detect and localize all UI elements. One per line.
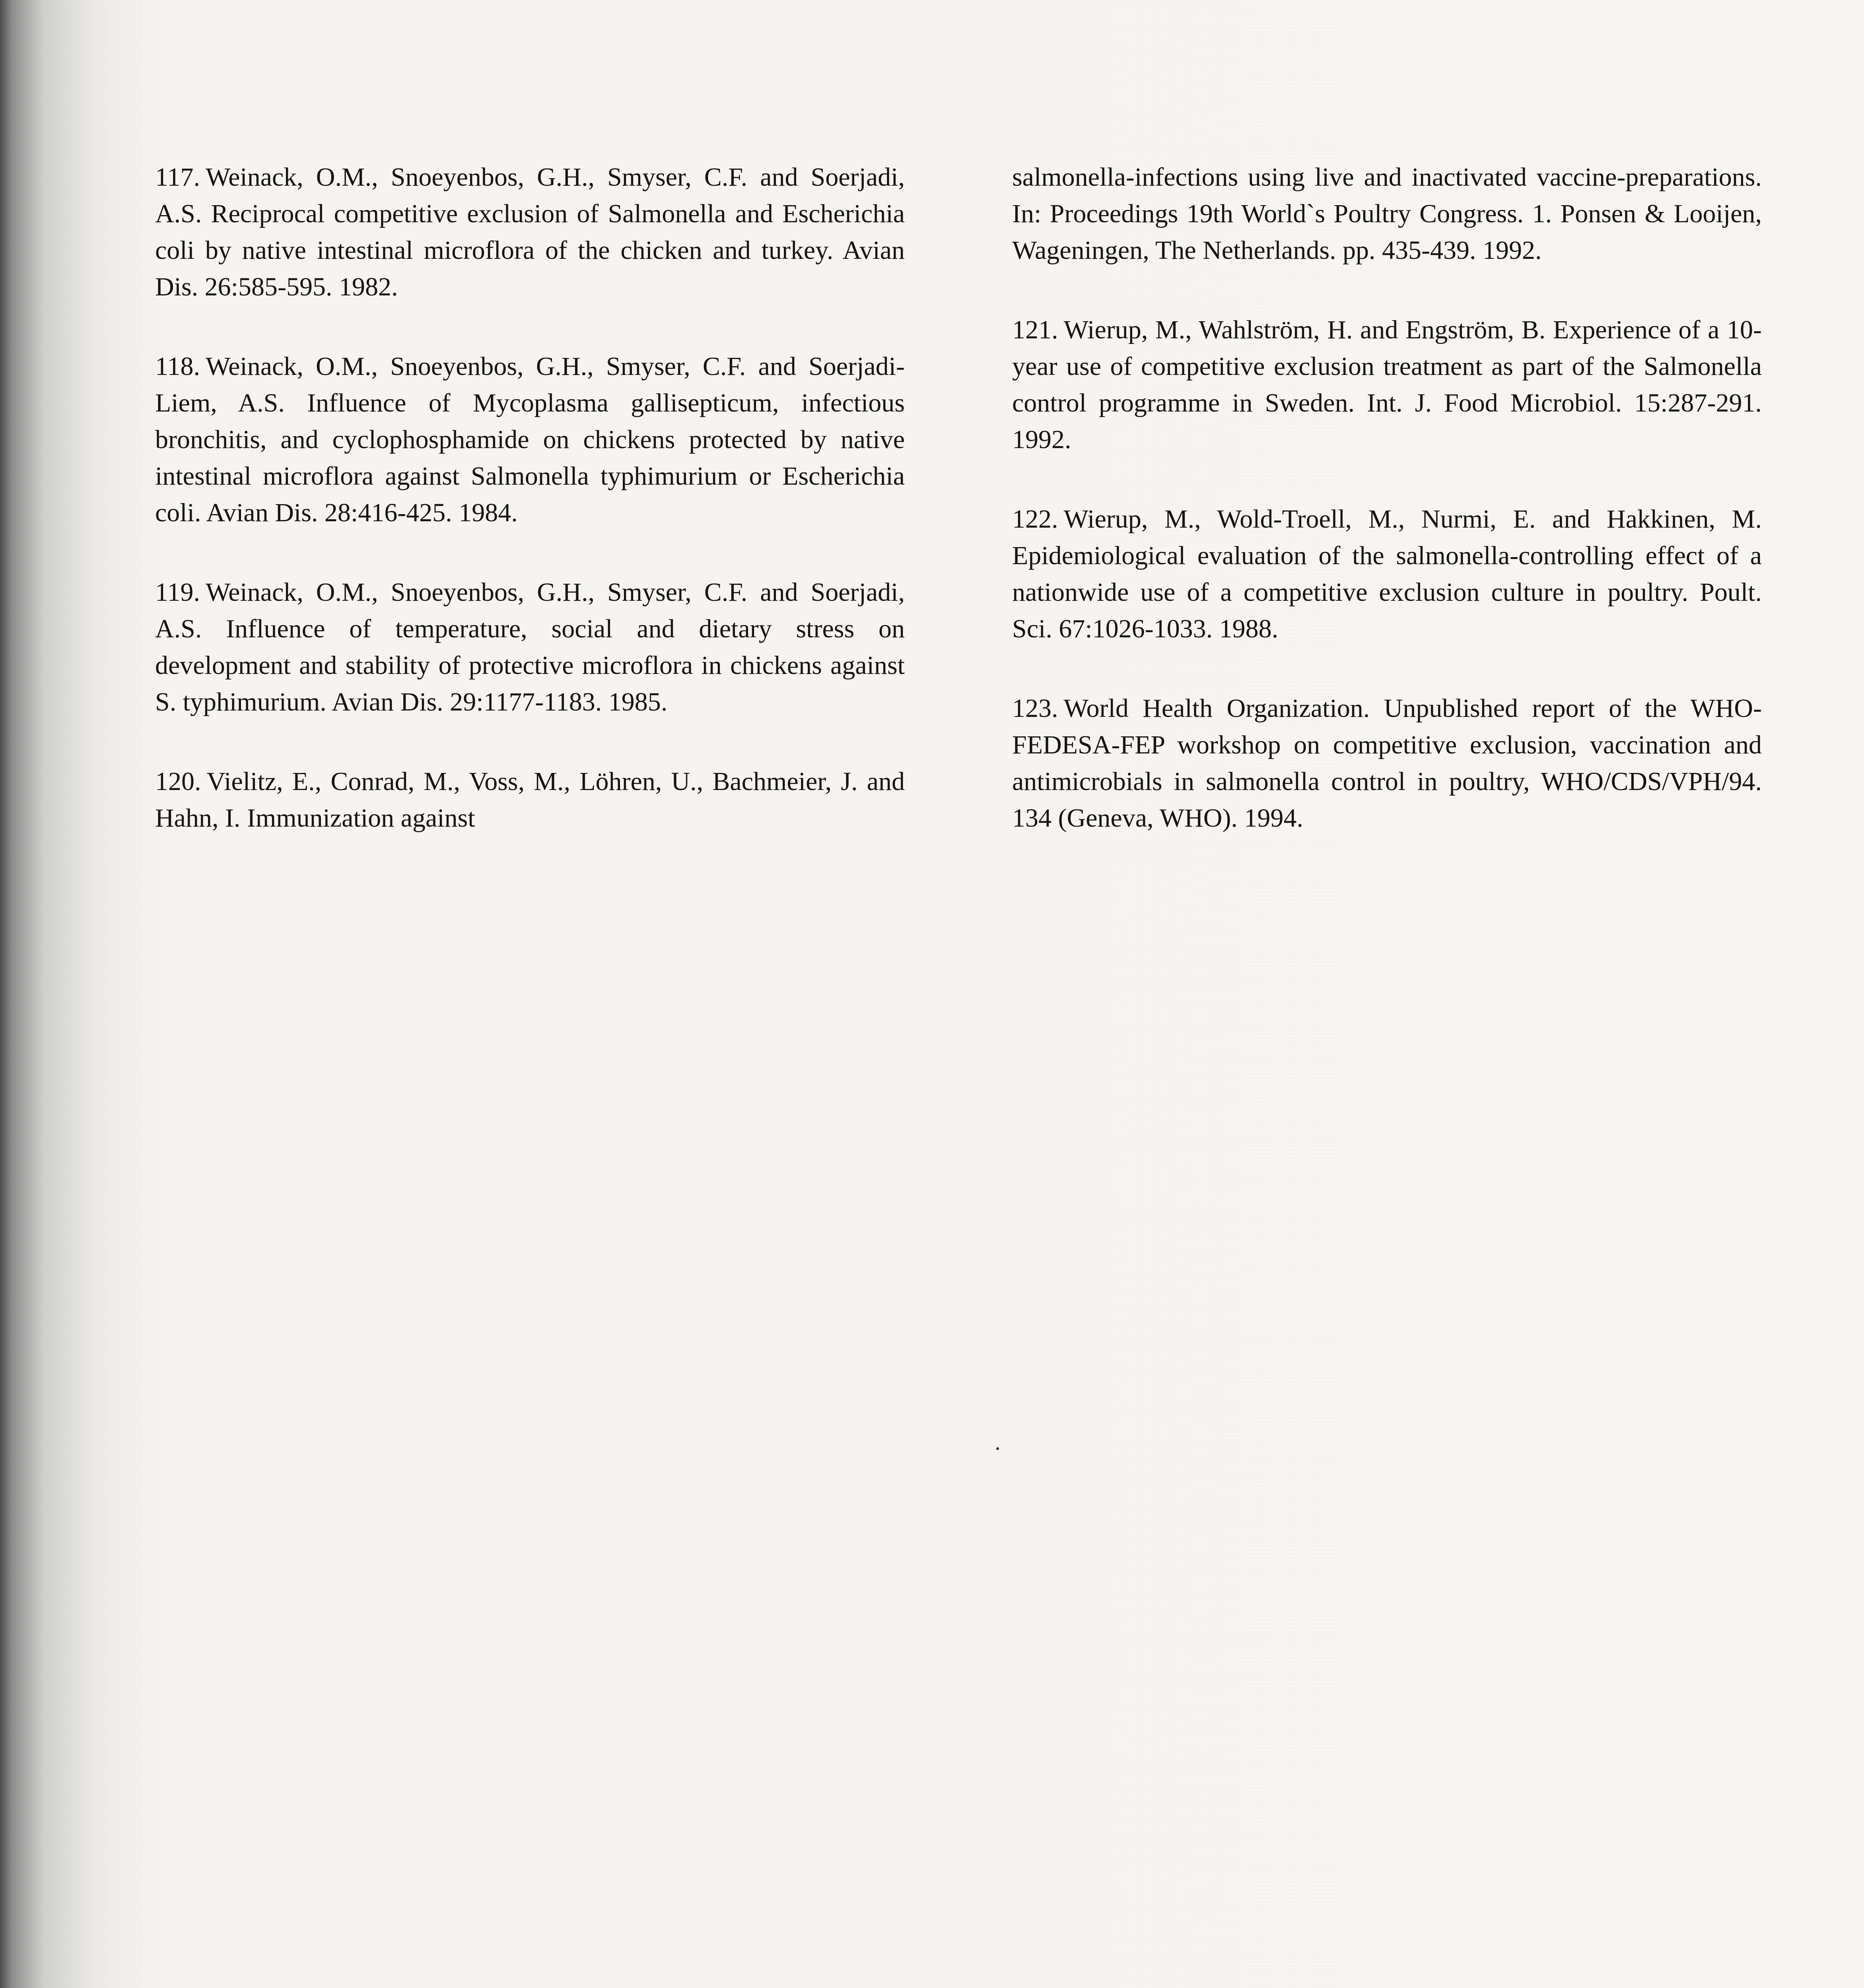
scan-speck	[996, 1447, 999, 1450]
reference-text: World Health Organization. Unpublished report of the WHO-FEDESA-FEP workshop on competitive exclusion, vaccination and antimicrobials in salmonella control in poultry, WHO/CDS/VPH/94. 134 (Geneva, WHO). 1994.	[1012, 694, 1762, 833]
reference-number: 117.	[155, 163, 200, 192]
reference-text: Wierup, M., Wahlström, H. and Engström, B. Experience of a 10-year use of competitive exclusion treatment as part of the Salmonella control programme in Sweden. Int. J. Food Microbiol. 15:287-291. 1992.	[1012, 315, 1762, 454]
reference-121	[1012, 312, 1762, 458]
reference-text: Weinack, O.M., Snoeyenbos, G.H., Smyser, C.F. and Soerjadi-Liem, A.S. Influence of Mycoplasma gallisepticum, infectious bronchitis, and cyclophosphamide on chickens protected by native intestinal microflora against Salmonella typhimurium or Escherichia coli. Avian Dis. 28:416-425. 1984.	[155, 352, 905, 527]
reference-117	[155, 159, 905, 305]
reference-text: Weinack, O.M., Snoeyenbos, G.H., Smyser, C.F. and Soerjadi, A.S. Influence of temperature, social and dietary stress on development and stability of protective microflora in chickens against S. typhimurium. Avian Dis. 29:1177-1183. 1985.	[155, 578, 905, 716]
reference-text: Wierup, M., Wold-Troell, M., Nurmi, E. and Hakkinen, M. Epidemiological evaluation of the salmonella-controlling effect of a nationwide use of a competitive exclusion culture in poultry. Poult. Sci. 67:1026-1033. 1988.	[1012, 505, 1762, 643]
reference-text: Vielitz, E., Conrad, M., Voss, M., Löhren, U., Bachmeier, J. and Hahn, I. Immunization against	[155, 767, 905, 833]
reference-number: 120.	[155, 767, 201, 796]
reference-text: Weinack, O.M., Snoeyenbos, G.H., Smyser, C.F. and Soerjadi, A.S. Reciprocal competitive exclusion of Salmonella and Escherichia coli by native intestinal microflora of the chicken and turkey. Avian Dis. 26:585-595. 1982.	[155, 163, 905, 301]
reference-number: 123.	[1012, 694, 1058, 723]
reference-number: 122.	[1012, 505, 1058, 534]
reference-120-continued: salmonella-infections using live and inactivated vaccine-preparations. In: Proceedings 19th World`s Poultry Congress. 1. Ponsen & Looijen, Wageningen, The Netherlands. pp. 435-439. 1992.	[1012, 163, 1762, 265]
reference-number: 119.	[155, 578, 200, 607]
reference-119	[155, 574, 905, 720]
reference-number: 121.	[1012, 315, 1058, 344]
reference-118	[155, 348, 905, 531]
right-column	[1012, 159, 1762, 879]
left-column	[155, 159, 905, 879]
reference-123	[1012, 690, 1762, 837]
reference-number: 118.	[155, 352, 200, 381]
reference-122	[1012, 501, 1762, 647]
reference-120	[155, 763, 905, 837]
